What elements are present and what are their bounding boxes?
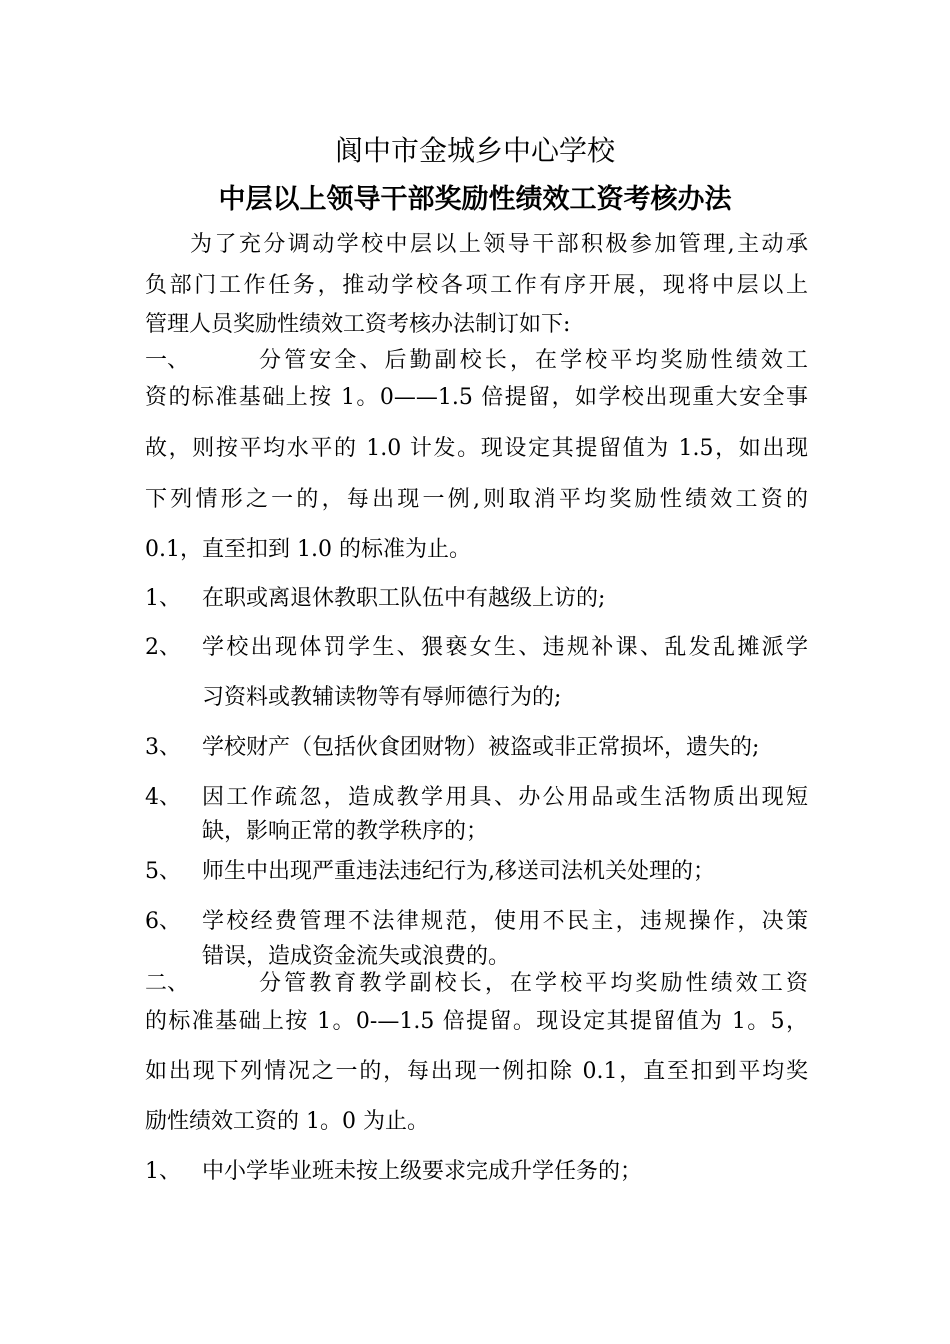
intro-line: 管理人员奖励性绩效工资考核办法制订如下: [145,312,571,337]
section-text-line: 0.1，直至扣到 1.0 的标准为止。 [145,537,471,562]
item-number: 4、 [145,785,181,810]
section-text-line: 如出现下列情况之一的，每出现一例扣除 0.1，直至扣到平均奖 [145,1059,808,1084]
item-number: 5、 [145,859,181,884]
section-text-line: 故，则按平均水平的 1.0 计发。现设定其提留值为 1.5，如出现 [145,436,808,461]
section-text-line: 资的标准基础上按 1。0——1.5 倍提留，如学校出现重大安全事 [145,385,808,410]
item-text-line: 中小学毕业班未按上级要求完成升学任务的； [202,1159,643,1184]
item-number: 2、 [145,635,181,660]
item-text-line: 学校财产（包括伙食团财物）被盗或非正常损坏，遗失的; [202,735,760,760]
section-marker: 一、 [145,348,190,373]
intro-line: 为了充分调动学校中层以上领导干部积极参加管理,主动承 [190,232,808,257]
school-name: 阆中市金城乡中心学校 [334,134,615,167]
section-marker: 二、 [145,971,190,996]
item-text-line: 缺，影响正常的教学秩序的； [202,819,489,844]
intro-line: 负部门工作任务，推动学校各项工作有序开展，现将中层以上 [145,273,808,298]
item-text-line: 在职或离退休教职工队伍中有越级上访的; [202,586,606,611]
item-text-line: 因工作疏忽，造成教学用具、办公用品或生活物质出现短 [202,785,808,810]
item-text-line: 习资料或教辅读物等有辱师德行为的; [202,685,562,710]
item-text-line: 学校出现体罚学生、猥亵女生、违规补课、乱发乱摊派学 [202,635,808,660]
item-text-line: 错误，造成资金流失或浪费的。 [202,944,511,969]
section-text-line: 分管安全、后勤副校长，在学校平均奖励性绩效工 [259,348,808,373]
item-number: 1、 [145,1159,181,1184]
item-number: 6、 [145,909,181,934]
item-number: 3、 [145,735,181,760]
section-text-line: 的标准基础上按 1。0-—1.5 倍提留。现设定其提留值为 1。5， [145,1009,808,1034]
item-text-line: 师生中出现严重违法违纪行为,移送司法机关处理的； [202,859,715,884]
section-text-line: 励性绩效工资的 1。0 为止。 [145,1109,429,1134]
document-title: 中层以上领导干部奖励性绩效工资考核办法 [218,184,732,215]
item-number: 1、 [145,586,181,611]
section-text-line: 下列情形之一的，每出现一例,则取消平均奖励性绩效工资的 [145,487,808,512]
section-text-line: 分管教育教学副校长，在学校平均奖励性绩效工资 [259,971,808,996]
item-text-line: 学校经费管理不法律规范，使用不民主，违规操作，决策 [202,909,808,934]
